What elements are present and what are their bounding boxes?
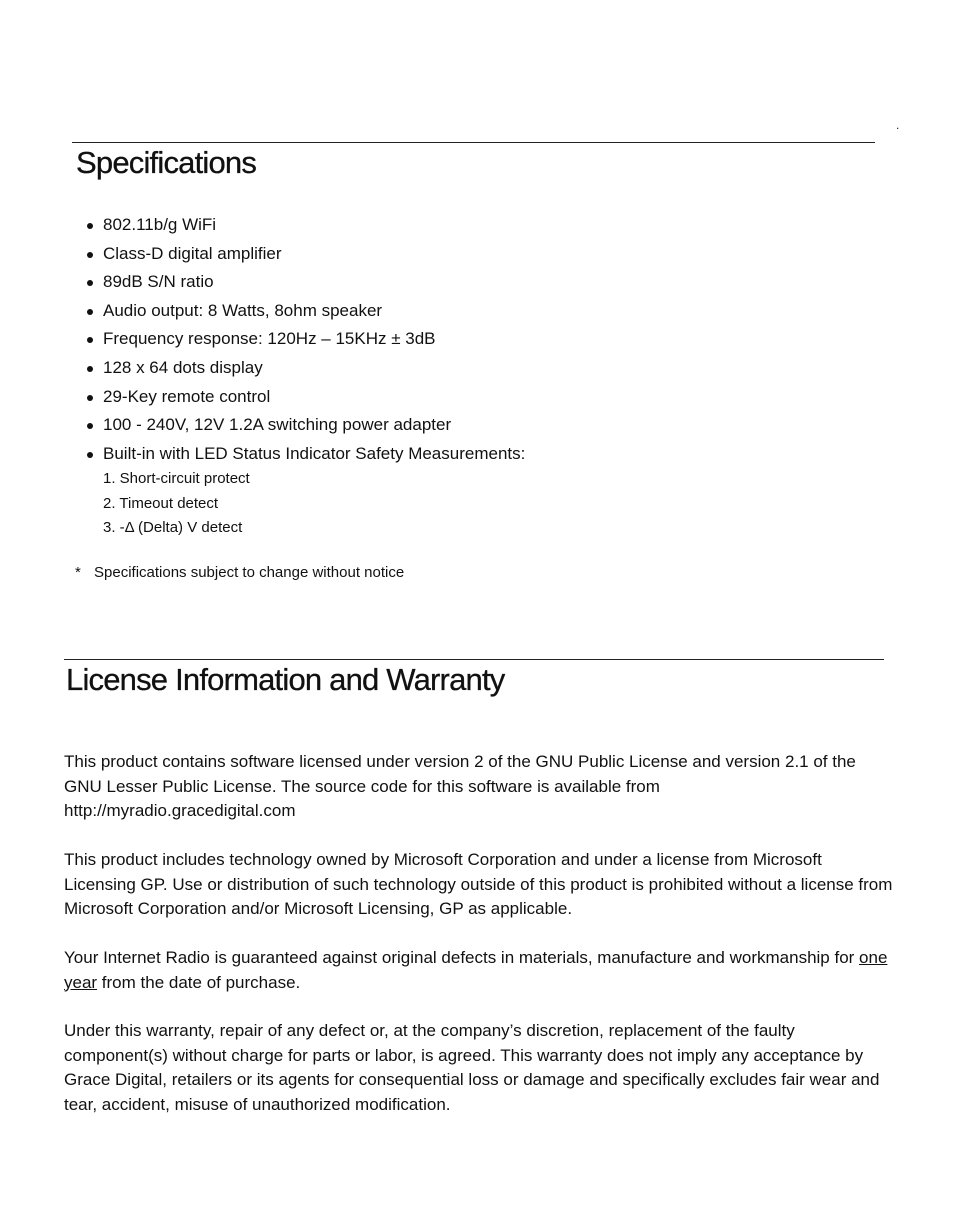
bullet-icon <box>87 395 93 401</box>
spec-item-text: 100 - 240V, 12V 1.2A switching power adapter <box>103 415 452 435</box>
gpl-paragraph: This product contains software licensed under version 2 of the GNU Public License and version 2.1 of the GNU Lesser Public License. The source code for this software is available from http://myradio.gracedigital.com <box>64 752 856 820</box>
specifications-list <box>84 211 525 468</box>
bullet-icon <box>87 252 93 258</box>
spec-item-text: Class-D digital amplifier <box>103 243 282 263</box>
warranty-period-paragraph <box>64 946 894 995</box>
warranty-text-start: Your Internet Radio is guaranteed against original defects in materials, manufacture and workmanship for <box>64 948 860 967</box>
warranty-terms-paragraph: Under this warranty, repair of any defect or, at the company’s discretion, replacement of the faulty component(s) without charge for parts or labor, is agreed. This warranty does not imply any acceptance by Grace Digital, retailers or its agents for consequential loss or damage and specifically excludes fair wear and tear, accident, misuse of unauthorized modification. <box>64 1021 880 1114</box>
safety-measurements-list <box>103 467 250 541</box>
specifications-note <box>75 563 404 583</box>
safety-item: 1. Short-circuit protect <box>103 470 250 487</box>
spec-item <box>84 354 525 383</box>
spec-item <box>84 268 525 297</box>
spec-item <box>84 297 525 326</box>
bullet-icon <box>87 337 93 343</box>
spec-item <box>84 411 525 440</box>
safety-item: 2. Timeout detect <box>103 494 219 512</box>
spec-item <box>84 325 525 354</box>
specifications-heading: Specifications <box>76 145 257 180</box>
bullet-icon <box>87 452 93 458</box>
spec-item <box>84 240 525 269</box>
warranty-period: one year <box>64 948 888 992</box>
spec-item-text: 29-Key remote control <box>103 386 271 406</box>
corner-mark: . <box>896 118 900 132</box>
note-marker: * <box>75 564 81 581</box>
note-text: Specifications subject to change without notice <box>94 564 405 581</box>
spec-item-text: 89dB S/N ratio <box>103 272 214 292</box>
spec-item <box>84 383 525 412</box>
bullet-icon <box>87 309 93 315</box>
microsoft-paragraph: This product includes technology owned by Microsoft Corporation and under a license from Microsoft Licensing GP. Use or distribution of such technology outside of this product is prohibited without a license from Microsoft Corporation and/or Microsoft Licensing, GP as applicable. <box>64 850 893 918</box>
spec-item-text: Frequency response: 120Hz – 15KHz ± 3dB <box>103 329 436 349</box>
warranty-text-end: from the date of purchase. <box>97 972 301 992</box>
spec-item-text: 128 x 64 dots display <box>103 357 263 377</box>
spec-item-text: 802.11b/g WiFi <box>103 215 217 234</box>
bullet-icon <box>87 423 93 429</box>
spec-item <box>84 440 525 469</box>
bullet-icon <box>87 366 93 372</box>
safety-item: 3. -Δ (Delta) V detect <box>103 519 243 536</box>
bullet-icon <box>87 280 93 286</box>
bullet-icon <box>87 223 93 229</box>
spec-item <box>84 211 525 240</box>
spec-item-text: Audio output: 8 Watts, 8ohm speaker <box>103 300 383 320</box>
license-heading: License Information and Warranty <box>66 662 505 697</box>
spec-item-text: Built-in with LED Status Indicator Safety Measurements: <box>103 443 526 463</box>
